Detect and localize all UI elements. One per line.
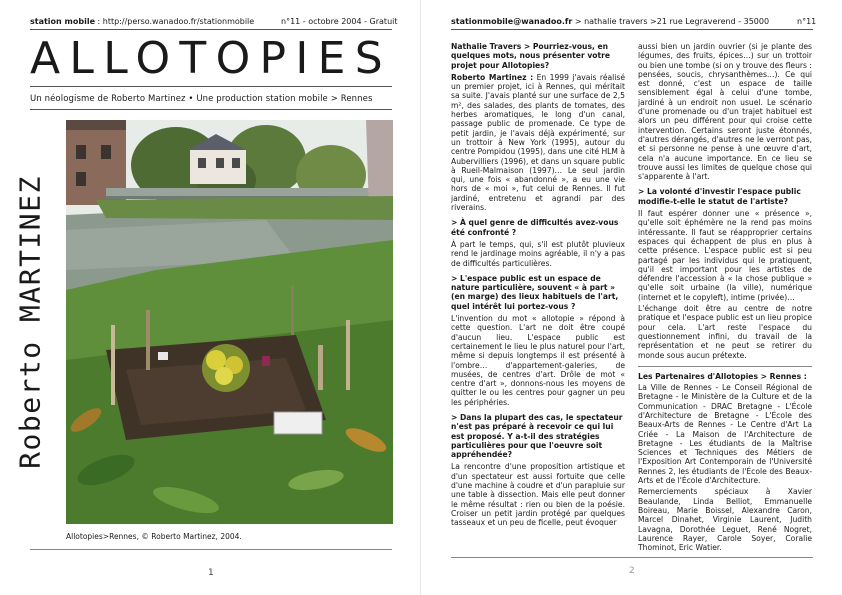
interview-question: > Dans la plupart des cas, le spectateur n'est pas préparé à recevoir ce qui lui est proposé. Y a-t-il des stratégies particulières pour que l'oeuvre soit appréhendée? [451,412,623,460]
footer-rule [30,549,392,550]
interview-paragraph: Il faut espérer donner une « présence », qu'elle soit éphémère ne la rend pas moins intéressante. Il faut se réapproprier certains espaces qui échappent de plus en plus à cette présence. L'espace public est si peu partagé par les individus qui le pratiquent, qu'il est important pour les artistes de défendre l'accession à « la chose publique » qu'elle soit urbaine (la ville), numérique (internet et le copyleft), intime (privée)… [638,209,812,302]
interview-paragraph: L'invention du mot « allotopie » répond à cette question. L'art ne doit être coupé d'aucun lieu. L'espace public est certainement le lieu le plus naturel pour l'art, même si depuis longtemps il est présenté à l'ombre… d'appartement-galeries, de musées, de centres d'art. Drôle de mot « centre d'art », donnons-nous les moyens de quitter le ou les centres pour gagner un peu les périphéries. [451,314,625,407]
page2-footer-rule [451,557,813,558]
partners-title: Les Partenaires d'Allotopies > Rennes : [638,371,807,381]
tagline-rule [30,109,392,110]
masthead-rule [30,86,392,87]
garden-photo [66,120,393,524]
paragraph-text: En 1999 j'avais réalisé un premier projet, ici à Rennes, qui méritait sa suite. J'avais planté sur une surface de 2,5 m², des salades, des plants de tomates, des herbes aromatiques, le long d'un canal, passage public de promenade. Ce type de petit jardin, je l'avais déjà expérimenté, sur un trottoir à New York (1995), autour du centre Pompidou (1995), dans une cité HLM à Aubervilliers (1996), et dans un square public à Rueil-Malmaison (1997)… Le seul jardin qui, une fois « abandonné », a eu une vie hors de « moi », fut celui de Rennes. Il fut jardiné, entretenu et agrandi par des riverains. [451,72,626,213]
interview-question: Nathalie Travers > Pourriez-vous, en quelques mots, nous présenter votre projet pour Allotopies? [451,42,611,70]
publisher-name: station mobile [30,17,95,26]
page-number-1: 1 [208,568,214,578]
interview-question: > À quel genre de difficultés avez-vous été confronté ? [451,218,619,237]
text-column-left [451,42,625,530]
interview-paragraph: La Ville de Rennes - Le Conseil Régional de Bretagne - le Ministère de la Culture et de la Communication - DRAC Bretagne - L'École d'Architecture de Bretagne - L'École des Beaux-Arts de Rennes - Le Centre d'Art La Criée - La Maison de l'Architecture de Bretagne - Les étudiants de la Maîtrise Sciences et Techniques des Métiers de l'Exposition Art Contemporain de l'Université Rennes 2, les étudiants de l'École des Beaux-Arts et de l'École d'Architecture. [638,383,812,486]
interview-paragraph [451,73,625,212]
text-column-right [638,42,812,554]
interview-paragraph: La rencontre d'une proposition artistique et d'un spectateur est aussi fortuite que celle d'une machine à coudre et d'un parapluie sur une table à dissection. Mais elle peut donner le même résultat : rien ou bien de la poésie. Croiser un petit jardin protégé par quelques tasseaux et un peu de ficelle, peut évoquer [451,462,625,528]
page-number-2: 2 [629,566,635,576]
artist-name-vertical [8,120,52,524]
interview-paragraph: Remerciements spéciaux à Xavier Beaulande, Linda Belliot, Emmanuelle Boireau, Marie Boissel, Alexandre Caron, Marcel Dinahet, Virginie Laurent, Judith Lavagna, Dorothée Leguet, René Nogret, Laurence Rayer, Carole Soyer, Coralie Thominot, Eric Watier. [638,487,812,553]
interview-paragraph: L'échange doit être au centre de notre pratique et l'espace public est un lieu propice pour cela. L'art reste l'espace du questionnement infini, du travail de la représentation et ne peut se retirer du monde sous aucun prétexte. [638,304,812,360]
interview-question: > L'espace public est un espace de nature particulière, souvent « à part » (en marge) des lieux habituels de l'art, quel intérêt lui portez-vous ? [451,273,619,311]
issue-number: n°11 [797,17,817,26]
page2-header-left [451,17,769,26]
garden-photo-illustration [66,120,393,524]
page2-header-rule [451,29,813,30]
header-rule [30,29,392,30]
interview-paragraph: À part le temps, qui, s'il est plutôt pluvieux rend le jardinage moins agréable, il n'y a pas de difficultés particulières. [451,239,625,268]
interview-question: > La volonté d'investir l'espace public modifie-t-elle le statut de l'artiste? [638,187,801,206]
interview-paragraph: aussi bien un jardin ouvrier (si je plante des légumes, des fruits, épices…) sur un trottoir ou bien une tombe (si on y trouve des fleurs : pensées, soucis, chrysanthèmes…). Ce qui est donné, c'est un espace de taille sensiblement égal à celui d'une tombe, jardiné à un endroit non usuel. Le scénario d'une promenade ou d'un trajet habituel est alors un peu différent pour qui croise cette intervention. Certains seront juste étonnés, d'autres dérangés, d'autres ne le verront pas, et si personne ne pense à une œuvre d'art, cela n'a aucune importance. En ce lieu se trouve aussi les limites de quelque chose qui s'apparente à l'art. [638,42,812,182]
contact-address: > nathalie travers >21 rue Legraverend - 35000 [572,17,770,26]
masthead-title: ALLOTOPIES [30,33,392,84]
speaker-label: Roberto Martinez : [451,72,534,82]
section-divider [638,366,812,367]
tagline: Un néologisme de Roberto Martinez • Une production station mobile > Rennes [30,94,373,104]
photo-caption: Allotopies>Rennes, © Roberto Martinez, 2004. [66,532,242,541]
publisher-url[interactable]: : http://perso.wanadoo.fr/stationmobile [95,17,255,26]
page-2 [421,0,842,595]
contact-email[interactable]: stationmobile@wanadoo.fr [451,17,573,26]
artist-name-text: Roberto MARTINEZ [13,175,47,469]
issue-info: n°11 - octobre 2004 - Gratuit [281,17,398,26]
page1-header-left [30,17,254,26]
